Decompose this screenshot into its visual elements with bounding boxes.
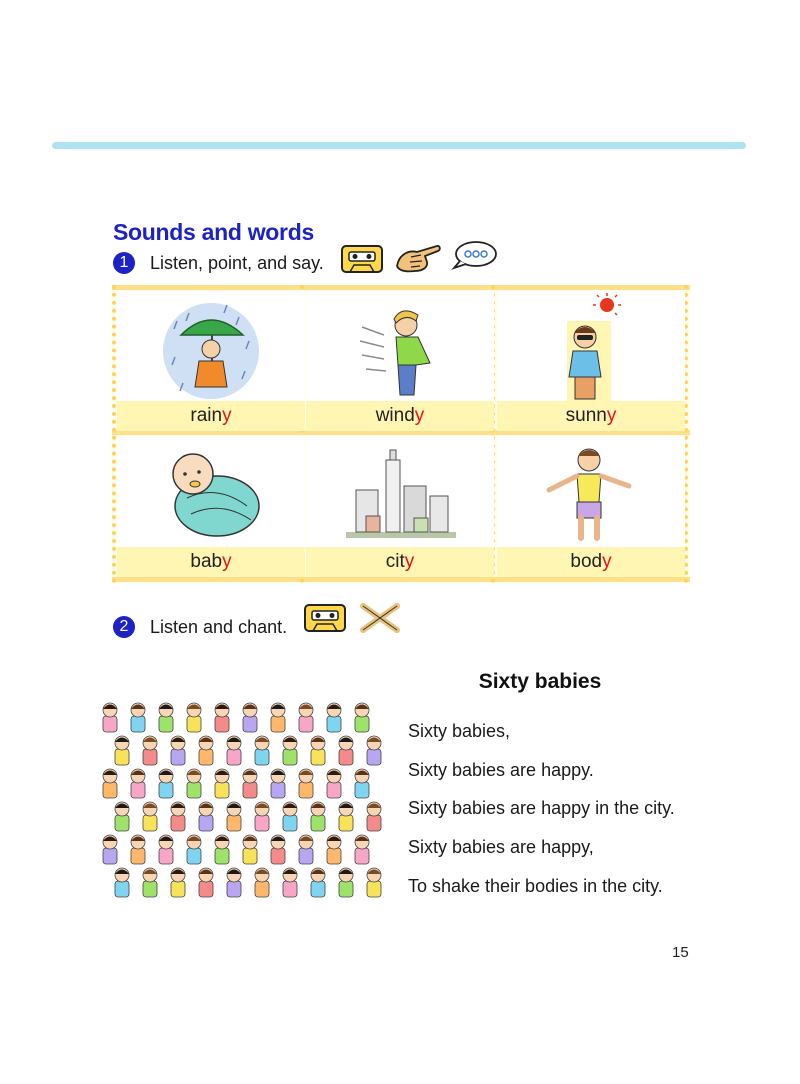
child-figure [327, 835, 341, 864]
child-figure [255, 802, 269, 831]
child-figure [227, 868, 241, 897]
child-figure [299, 835, 313, 864]
poem-line: To shake their bodies in the city. [408, 876, 663, 896]
child-figure [171, 736, 185, 765]
activity-1-instruction: Listen, point, and say. [150, 253, 324, 273]
child-figure [187, 835, 201, 864]
child-figure [171, 868, 185, 897]
child-figure [243, 703, 257, 732]
section-title: Sounds and words [113, 219, 314, 245]
child-figure [143, 868, 157, 897]
child-figure [199, 736, 213, 765]
activity-2-instruction: Listen and chant. [150, 617, 288, 637]
crowd-of-children-illustration [100, 696, 390, 906]
child-figure [311, 868, 325, 897]
cassette-icon [340, 244, 384, 274]
page-number: 15 [672, 944, 689, 961]
activity-2-number: 2 [113, 616, 135, 638]
rainy-illustration [117, 291, 305, 401]
child-figure [355, 835, 369, 864]
drumsticks-icon [357, 600, 403, 636]
child-figure [143, 736, 157, 765]
child-figure [215, 703, 229, 732]
child-figure [131, 769, 145, 798]
child-figure [355, 703, 369, 732]
child-figure [311, 736, 325, 765]
child-figure [271, 769, 285, 798]
word-label-baby: baby [117, 547, 305, 577]
word-label-sunny: sunny [497, 401, 685, 431]
child-figure [159, 769, 173, 798]
grid-border-bottom [112, 577, 690, 582]
word-label-body: body [497, 547, 685, 577]
word-label-rainy: rainy [117, 401, 305, 431]
word-card-sunny [497, 291, 685, 430]
child-figure [367, 868, 381, 897]
child-figure [103, 835, 117, 864]
grid-divider [112, 285, 116, 583]
child-figure [339, 802, 353, 831]
child-figure [131, 703, 145, 732]
child-figure [199, 868, 213, 897]
child-figure [103, 703, 117, 732]
child-figure [255, 868, 269, 897]
word-card-body [497, 436, 685, 577]
word-card-windy [306, 291, 494, 430]
grid-border-top [112, 285, 690, 290]
child-figure [299, 769, 313, 798]
child-figure [215, 835, 229, 864]
pointing-hand-icon [393, 240, 441, 274]
child-figure [243, 769, 257, 798]
poem-line: Sixty babies are happy, [408, 837, 594, 857]
activity-1-number: 1 [113, 252, 135, 274]
child-figure [311, 802, 325, 831]
child-figure [339, 736, 353, 765]
child-figure [199, 802, 213, 831]
child-figure [243, 835, 257, 864]
child-figure [283, 802, 297, 831]
child-figure [367, 802, 381, 831]
child-figure [327, 703, 341, 732]
child-figure [187, 703, 201, 732]
word-card-baby [117, 436, 305, 577]
cassette-icon [303, 603, 347, 633]
poem-line: Sixty babies, [408, 721, 511, 741]
child-figure [131, 835, 145, 864]
word-label-windy: windy [306, 401, 494, 431]
child-figure [271, 835, 285, 864]
child-figure [283, 868, 297, 897]
city-illustration [306, 436, 494, 546]
child-figure [103, 769, 117, 798]
word-card-city [306, 436, 494, 577]
top-decorative-rule [52, 142, 746, 149]
child-figure [159, 835, 173, 864]
child-figure [227, 736, 241, 765]
poem-line: Sixty babies are happy. [408, 760, 594, 780]
word-label-city: city [306, 547, 494, 577]
child-figure [339, 868, 353, 897]
child-figure [255, 736, 269, 765]
poem-line: Sixty babies are happy in the city. [408, 798, 675, 818]
baby-illustration [117, 436, 305, 546]
child-figure [283, 736, 297, 765]
word-picture-grid [112, 285, 690, 583]
body-illustration [497, 436, 685, 546]
child-figure [187, 769, 201, 798]
windy-illustration [306, 291, 494, 401]
child-figure [159, 703, 173, 732]
child-figure [271, 703, 285, 732]
poem-title: Sixty babies [478, 670, 602, 693]
speech-bubble-icon [450, 240, 498, 272]
child-figure [227, 802, 241, 831]
sunny-illustration [497, 291, 685, 401]
child-figure [115, 868, 129, 897]
child-figure [215, 769, 229, 798]
child-figure [115, 736, 129, 765]
child-figure [327, 769, 341, 798]
child-figure [143, 802, 157, 831]
child-figure [367, 736, 381, 765]
child-figure [299, 703, 313, 732]
child-figure [355, 769, 369, 798]
child-figure [115, 802, 129, 831]
word-card-rainy [117, 291, 305, 430]
child-figure [171, 802, 185, 831]
